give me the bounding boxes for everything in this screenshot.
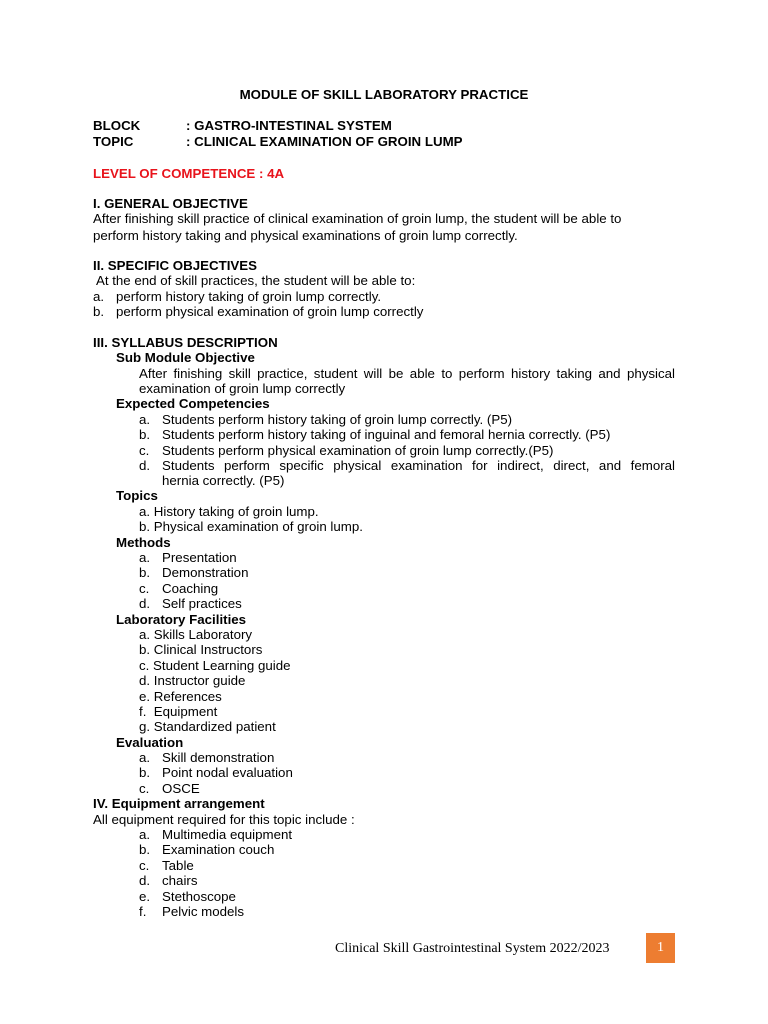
list-text: Students perform specific physical examination for indirect, direct, and femoral <box>162 458 675 473</box>
list-text: Stethoscope <box>162 889 236 904</box>
competencies-heading: Expected Competencies <box>116 396 270 411</box>
topic-row <box>93 134 675 149</box>
list-item <box>93 289 675 304</box>
list-item <box>139 565 675 580</box>
list-continuation: hernia correctly. (P5) <box>162 473 285 488</box>
list-item <box>93 304 675 319</box>
list-item: a. History taking of groin lump. <box>139 504 319 519</box>
block-value: : GASTRO-INTESTINAL SYSTEM <box>186 118 392 133</box>
sub-module-line: After finishing skill practice, student will be able to perform history taking and physical <box>139 366 675 381</box>
list-item <box>139 458 675 473</box>
list-text: Students perform history taking of inguinal and femoral hernia correctly. (P5) <box>162 427 611 442</box>
list-item <box>139 781 675 796</box>
list-marker: c. <box>139 581 150 596</box>
list-item <box>139 596 675 611</box>
list-marker: d. <box>139 873 151 888</box>
list-item <box>139 427 675 442</box>
list-text: Demonstration <box>162 565 249 580</box>
sub-module-line: examination of groin lump correctly <box>139 381 346 396</box>
list-marker: b. <box>139 427 151 442</box>
specific-objectives-heading: II. SPECIFIC OBJECTIVES <box>93 258 258 273</box>
list-marker: b. <box>93 304 105 319</box>
list-marker: f. <box>139 904 147 919</box>
general-objective-line: After finishing skill practice of clinical examination of groin lump, the student will be able to <box>93 211 622 226</box>
topics-heading: Topics <box>116 488 158 503</box>
list-text: Table <box>162 858 194 873</box>
page-number: 1 <box>646 933 675 963</box>
list-marker: c. <box>139 781 150 796</box>
list-item: b. Clinical Instructors <box>139 642 263 657</box>
list-text: Self practices <box>162 596 242 611</box>
sub-module-heading: Sub Module Objective <box>116 350 255 365</box>
block-label: BLOCK <box>93 118 141 133</box>
page-footer: Clinical Skill Gastrointestinal System 2022/2023 <box>335 941 610 956</box>
list-item <box>139 827 675 842</box>
competence-level: LEVEL OF COMPETENCE : 4A <box>93 166 285 181</box>
list-marker: a. <box>139 827 151 842</box>
general-objective-line: perform history taking and physical examinations of groin lump correctly. <box>93 228 518 243</box>
list-item: g. Standardized patient <box>139 719 276 734</box>
topic-label: TOPIC <box>93 134 134 149</box>
list-marker: a. <box>139 550 151 565</box>
list-marker: d. <box>139 458 151 473</box>
list-item <box>139 858 675 873</box>
equipment-heading: IV. Equipment arrangement <box>93 796 265 811</box>
list-marker: b. <box>139 765 151 780</box>
list-item <box>139 873 675 888</box>
list-text: perform history taking of groin lump correctly. <box>116 289 382 304</box>
specific-objectives-intro: At the end of skill practices, the student will be able to: <box>93 273 416 288</box>
list-item <box>139 904 675 919</box>
list-marker: b. <box>139 565 151 580</box>
list-item <box>139 443 675 458</box>
list-marker: a. <box>93 289 105 304</box>
list-text: Presentation <box>162 550 237 565</box>
list-text: perform physical examination of groin lump correctly <box>116 304 424 319</box>
list-text: OSCE <box>162 781 200 796</box>
list-item: b. Physical examination of groin lump. <box>139 519 363 534</box>
methods-heading: Methods <box>116 535 171 550</box>
list-item <box>139 889 675 904</box>
facilities-heading: Laboratory Facilities <box>116 612 247 627</box>
list-item <box>139 765 675 780</box>
list-marker: c. <box>139 858 150 873</box>
list-marker: a. <box>139 750 151 765</box>
list-item <box>139 842 675 857</box>
list-item <box>139 750 675 765</box>
list-item <box>139 550 675 565</box>
list-item: e. References <box>139 689 222 704</box>
equipment-intro: All equipment required for this topic include : <box>93 812 355 827</box>
list-item: d. Instructor guide <box>139 673 246 688</box>
general-objective-heading: I. GENERAL OBJECTIVE <box>93 196 248 211</box>
list-item: c. Student Learning guide <box>139 658 291 673</box>
block-row <box>93 118 675 133</box>
list-text: Coaching <box>162 581 219 596</box>
list-item: a. Skills Laboratory <box>139 627 253 642</box>
document-title: MODULE OF SKILL LABORATORY PRACTICE <box>239 87 529 102</box>
list-text: Point nodal evaluation <box>162 765 293 780</box>
list-marker: b. <box>139 842 151 857</box>
list-text: Skill demonstration <box>162 750 275 765</box>
list-item <box>139 581 675 596</box>
list-text: Pelvic models <box>162 904 245 919</box>
list-marker: a. <box>139 412 151 427</box>
evaluation-heading: Evaluation <box>116 735 184 750</box>
list-marker: e. <box>139 889 151 904</box>
list-item <box>139 412 675 427</box>
list-text: Students perform physical examination of groin lump correctly.(P5) <box>162 443 554 458</box>
list-text: chairs <box>162 873 198 888</box>
list-text: Examination couch <box>162 842 275 857</box>
list-marker: c. <box>139 443 150 458</box>
list-text: Students perform history taking of groin lump correctly. (P5) <box>162 412 513 427</box>
syllabus-heading: III. SYLLABUS DESCRIPTION <box>93 335 278 350</box>
list-item: f. Equipment <box>139 704 218 719</box>
topic-value: : CLINICAL EXAMINATION OF GROIN LUMP <box>186 134 463 149</box>
list-text: Multimedia equipment <box>162 827 293 842</box>
list-marker: d. <box>139 596 151 611</box>
